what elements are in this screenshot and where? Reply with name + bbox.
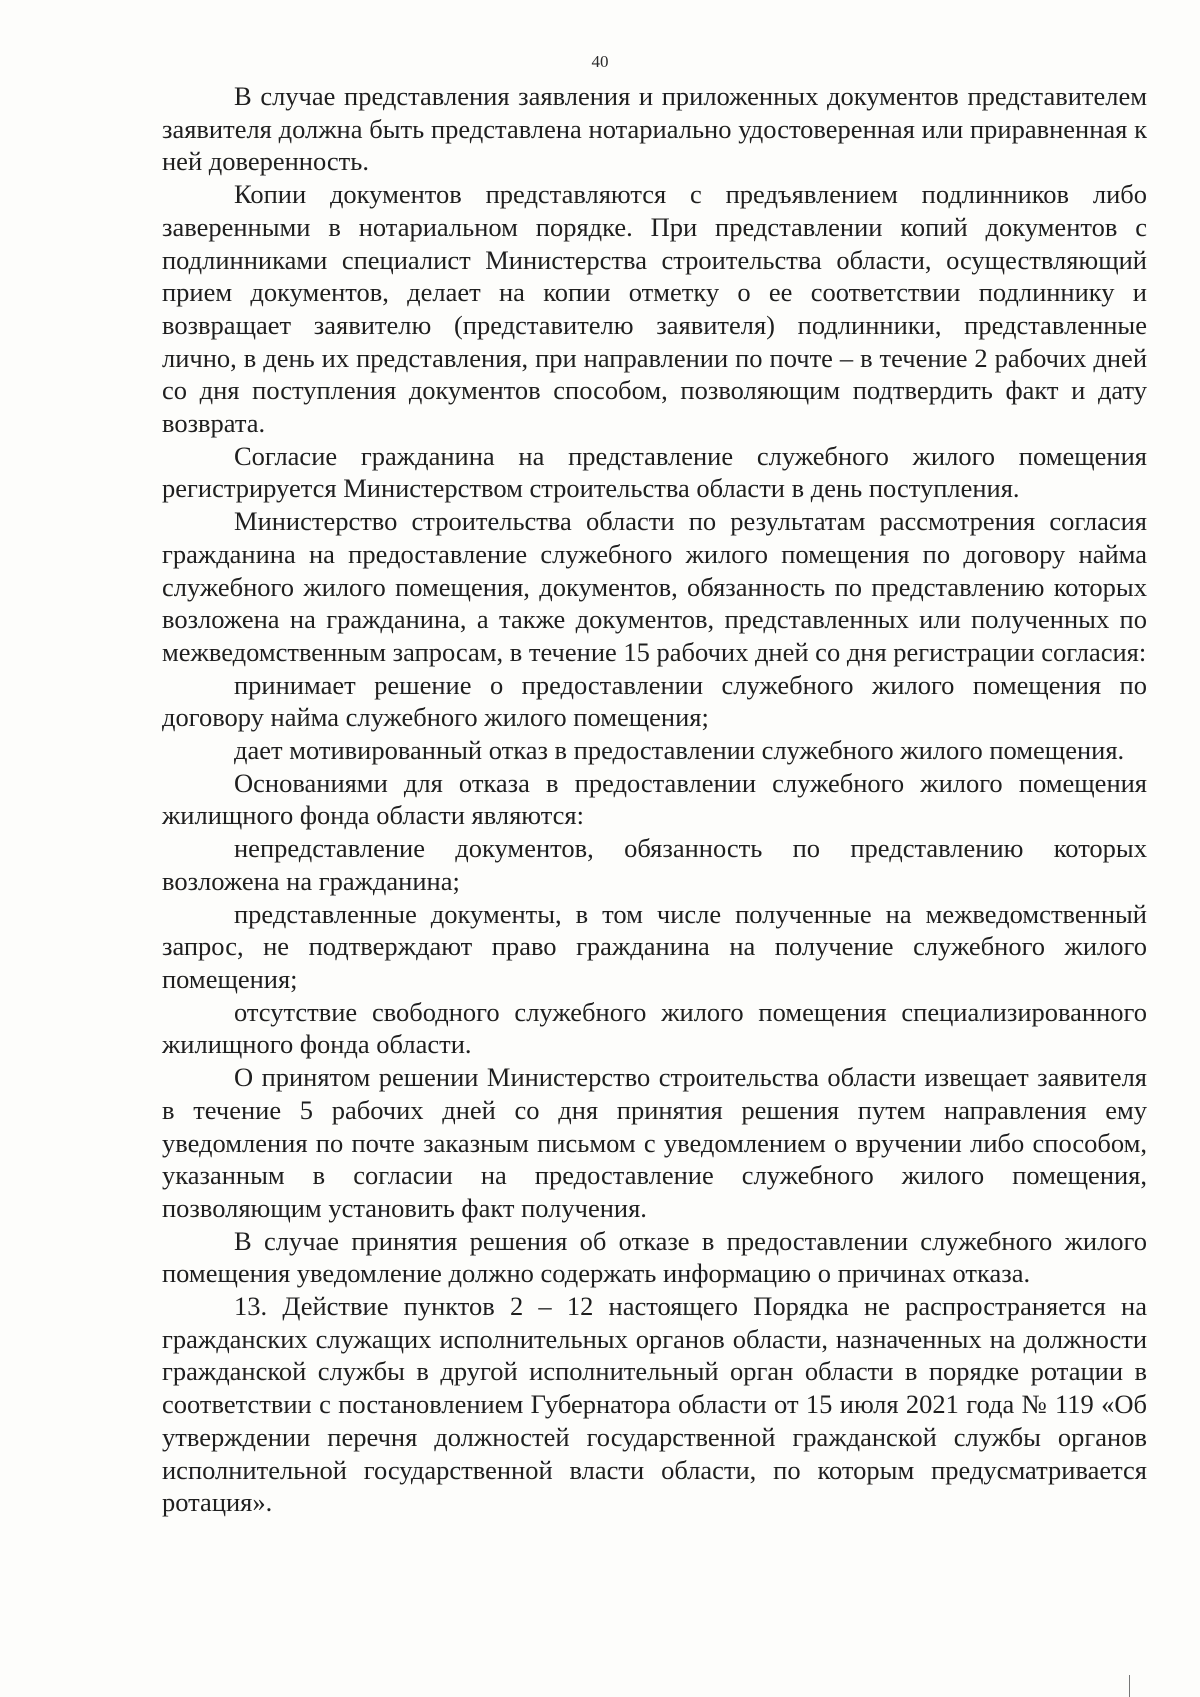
paragraph: 13. Действие пунктов 2 – 12 настоящего Порядка не распространяется на гражданских служащих исполнительных органов области, назначенных на должности гражданской службы в другой исполнительный орган области в порядке ротации в соответствии с постановлением Губернатора области от 15 июля 2021 года № 119 «Об утверждении перечня должностей государственной гражданской службы органов исполнительной государственной власти области, по которым предусматривается ротация». — [162, 1291, 1147, 1518]
paragraph: В случае принятия решения об отказе в предоставлении служебного жилого помещения уведомление должно содержать информацию о причинах отказа. — [162, 1225, 1147, 1289]
paragraph: Согласие гражданина на представление служебного жилого помещения регистрируется Министерством строительства области в день поступления. — [162, 440, 1147, 504]
document-body — [162, 80, 1147, 1519]
page-number: 40 — [591, 52, 609, 71]
paragraph: отсутствие свободного служебного жилого помещения специализированного жилищного фонда области. — [162, 996, 1147, 1060]
paragraph: Копии документов представляются с предъявлением подлинников либо заверенными в нотариальном порядке. При представлении копий документов с подлинниками специалист Министерства строительства области, осуществляющий прием документов, делает на копии отметку о ее соответствии подлиннику и возвращает заявителю (представителю заявителя) подлинники, представленные лично, в день их представления, при направлении по почте – в течение 2 рабочих дней со дня поступления документов способом, позволяющим подтвердить факт и дату возврата. — [162, 179, 1147, 439]
paragraph: В случае представления заявления и приложенных документов представителем заявителя должна быть представлена нотариально удостоверенная или приравненная к ней доверенность. — [162, 81, 1147, 177]
paragraph: Основаниями для отказа в предоставлении служебного жилого помещения жилищного фонда области являются: — [162, 767, 1147, 831]
paragraph: О принятом решении Министерство строительства области извещает заявителя в течение 5 рабочих дней со дня принятия решения путем направления ему уведомления по почте заказным письмом с уведомлением о вручении либо способом, указанным в согласии на предоставление служебного жилого помещения, позволяющим установить факт получения. — [162, 1062, 1147, 1223]
paragraph: Министерство строительства области по результатам рассмотрения согласия гражданина на предоставление служебного жилого помещения по договору найма служебного жилого помещения, документов, обязанность по представлению которых возложена на гражданина, а также документов, представленных или полученных по межведомственным запросам, в течение 15 рабочих дней со дня регистрации согласия: — [162, 506, 1147, 667]
paragraph: дает мотивированный отказ в предоставлении служебного жилого помещения. — [234, 735, 1125, 766]
paragraph: непредставление документов, обязанность по представлению которых возложена на гражданина; — [162, 833, 1147, 896]
paragraph: представленные документы, в том числе полученные на межведомственный запрос, не подтверждают право гражданина на получение служебного жилого помещения; — [162, 898, 1147, 994]
paragraph: принимает решение о предоставлении служебного жилого помещения по договору найма служебного жилого помещения; — [162, 669, 1147, 733]
scan-edge-mark — [1129, 1675, 1130, 1697]
